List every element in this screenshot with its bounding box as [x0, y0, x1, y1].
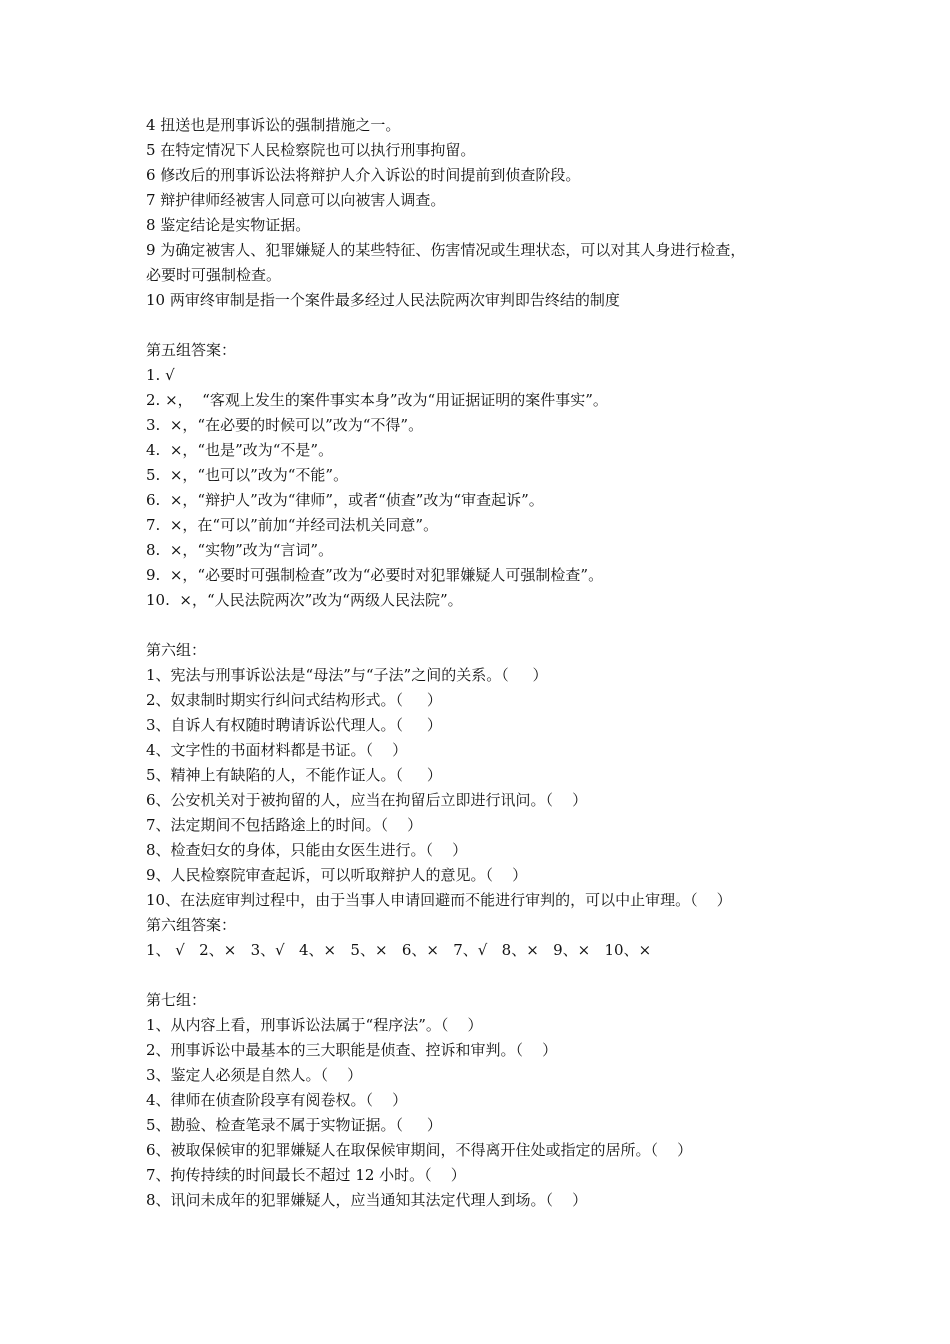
question-line: 5、精神上有缺陷的人，不能作证人。（ ）: [146, 766, 442, 784]
question-line: 8 鉴定结论是实物证据。: [146, 216, 311, 234]
group6-answers-heading: 第六组答案：: [146, 916, 237, 934]
question-line: 10、在法庭审判过程中，由于当事人申请回避而不能进行审判的，可以中止审理。（ ）: [146, 891, 732, 909]
question-line: 1、从内容上看，刑事诉讼法属于“程序法”。（ ）: [146, 1016, 483, 1034]
question-line: 9、人民检察院审查起诉，可以听取辩护人的意见。（ ）: [146, 866, 528, 884]
question-line: 3、鉴定人必须是自然人。（ ）: [146, 1066, 363, 1084]
question-line: 2、奴隶制时期实行纠问式结构形式。（ ）: [146, 691, 442, 709]
question-line: 8、检查妇女的身体，只能由女医生进行。（ ）: [146, 841, 468, 859]
question-line: 10 两审终审制是指一个案件最多经过人民法院两次审判即告终结的制度: [146, 291, 620, 309]
answer-line: 9. ×，“必要时可强制检查”改为“必要时对犯罪嫌疑人可强制检查”。: [146, 566, 604, 584]
question-line: 2、刑事诉讼中最基本的三大职能是侦查、控诉和审判。（ ）: [146, 1041, 558, 1059]
question-line: 5、勘验、检查笔录不属于实物证据。（ ）: [146, 1116, 442, 1134]
question-line: 6、被取保候审的犯罪嫌疑人在取保候审期间，不得离开住处或指定的居所。（ ）: [146, 1141, 693, 1159]
question-line: 8、讯问未成年的犯罪嫌疑人，应当通知其法定代理人到场。（ ）: [146, 1191, 588, 1209]
document-body: [146, 113, 826, 1213]
answer-line: 7. ×，在“可以”前加“并经司法机关同意”。: [146, 516, 439, 534]
group6-answers-line: 1、 √ 2、× 3、√ 4、× 5、× 6、× 7、√ 8、× 9、× 10、×: [146, 941, 652, 959]
group5-answers-heading: 第五组答案：: [146, 341, 237, 359]
answer-line: 6. ×，“辩护人”改为“律师”，或者“侦查”改为“审查起诉”。: [146, 491, 544, 509]
answer-line: 2. ×， “客观上发生的案件事实本身”改为“用证据证明的案件事实”。: [146, 391, 608, 409]
group7-heading: 第七组：: [146, 991, 207, 1009]
answer-line: 10. ×，“人民法院两次”改为“两级人民法院”。: [146, 591, 463, 609]
question-line-continuation: 必要时可强制检查。: [146, 266, 282, 284]
question-line: 3、自诉人有权随时聘请诉讼代理人。（ ）: [146, 716, 442, 734]
question-line: 5 在特定情况下人民检察院也可以执行刑事拘留。: [146, 141, 476, 159]
question-line: 9 为确定被害人、犯罪嫌疑人的某些特征、伤害情况或生理状态，可以对其人身进行检查，: [146, 241, 746, 259]
question-line: 4、文字性的书面材料都是书证。（ ）: [146, 741, 408, 759]
paragraph-gap: [146, 313, 826, 338]
question-line: 4、律师在侦查阶段享有阅卷权。（ ）: [146, 1091, 408, 1109]
answer-line: 3. ×，“在必要的时候可以”改为“不得”。: [146, 416, 424, 434]
answer-line: 4. ×，“也是”改为“不是”。: [146, 441, 334, 459]
question-line: 7 辩护律师经被害人同意可以向被害人调查。: [146, 191, 446, 209]
answer-line: 5. ×，“也可以”改为“不能”。: [146, 466, 349, 484]
paragraph-gap: [146, 613, 826, 638]
question-line: 6、公安机关对于被拘留的人，应当在拘留后立即进行讯问。（ ）: [146, 791, 588, 809]
paragraph-gap: [146, 963, 826, 988]
answer-line: 1. √: [146, 366, 175, 384]
question-line: 7、法定期间不包括路途上的时间。（ ）: [146, 816, 423, 834]
question-line: 4 扭送也是刑事诉讼的强制措施之一。: [146, 116, 401, 134]
group6-heading: 第六组：: [146, 641, 207, 659]
answer-line: 8. ×，“实物”改为“言词”。: [146, 541, 334, 559]
question-line: 6 修改后的刑事诉讼法将辩护人介入诉讼的时间提前到侦查阶段。: [146, 166, 581, 184]
question-line: 7、拘传持续的时间最长不超过 12 小时。（ ）: [146, 1166, 466, 1184]
question-line: 1、宪法与刑事诉讼法是“母法”与“子法”之间的关系。（ ）: [146, 666, 548, 684]
